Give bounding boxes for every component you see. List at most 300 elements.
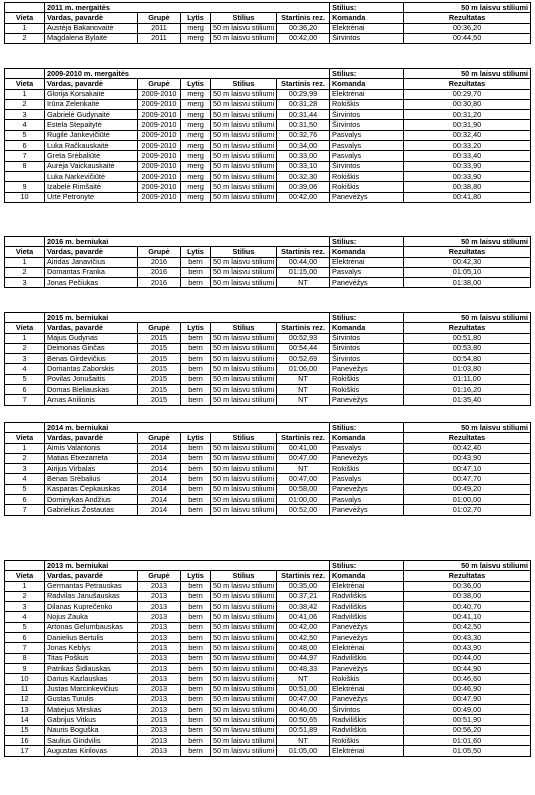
gender-cell: merg <box>181 171 211 181</box>
team-cell: Rokiškis <box>330 99 404 109</box>
result-cell: 00:40,70 <box>404 602 531 612</box>
name-cell: Majus Gudynas <box>45 333 138 343</box>
seed-time-cell: 00:32,76 <box>277 130 330 140</box>
table-row <box>5 364 531 374</box>
column-header-row <box>5 247 531 257</box>
place-cell: 17 <box>5 746 45 756</box>
result-cell: 00:51,80 <box>404 333 531 343</box>
header-result: Rezultatas <box>404 433 531 443</box>
team-cell: Pasvalys <box>330 130 404 140</box>
name-cell: Dilanas Kuprečenko <box>45 602 138 612</box>
style-label: Stilius: <box>330 3 404 13</box>
table-row <box>5 643 531 653</box>
header-place: Vieta <box>5 247 45 257</box>
header-gender: Lytis <box>181 247 211 257</box>
name-cell: Benas Srėbalius <box>45 474 138 484</box>
result-cell: 00:30,80 <box>404 99 531 109</box>
seed-time-cell: 00:42,00 <box>277 622 330 632</box>
group-cell: 2013 <box>138 674 181 684</box>
team-cell: Elektrėnai <box>330 581 404 591</box>
header-gender: Lytis <box>181 79 211 89</box>
header-name: Vardas, pavardė <box>45 571 138 581</box>
group-cell: 2014 <box>138 474 181 484</box>
result-cell: 00:44,00 <box>404 653 531 663</box>
style-cell: 50 m laisvu stiliumi <box>211 171 277 181</box>
style-value: 50 m laisvu stiliumi <box>404 3 531 13</box>
name-cell: Matiejus Mirskas <box>45 705 138 715</box>
seed-time-cell: 00:51,00 <box>277 684 330 694</box>
place-cell: 15 <box>5 725 45 735</box>
gender-cell: bern <box>181 354 211 364</box>
team-cell: Pasvalys <box>330 443 404 453</box>
group-cell: 2013 <box>138 746 181 756</box>
group-cell: 2013 <box>138 684 181 694</box>
seed-time-cell: NT <box>277 374 330 384</box>
result-cell: 00:56,20 <box>404 725 531 735</box>
results-section-2013-boys <box>4 560 530 757</box>
name-cell: Urtė Petronytė <box>45 192 138 202</box>
results-table <box>4 560 531 757</box>
team-cell: Panevėžys <box>330 633 404 643</box>
gender-cell: bern <box>181 443 211 453</box>
group-cell: 2015 <box>138 374 181 384</box>
table-row <box>5 33 531 43</box>
header-group: Grupė <box>138 571 181 581</box>
team-cell: Pasvalys <box>330 267 404 277</box>
style-cell: 50 m laisvu stiliumi <box>211 622 277 632</box>
table-row <box>5 602 531 612</box>
header-name: Vardas, pavardė <box>45 79 138 89</box>
group-cell: 2009-2010 <box>138 151 181 161</box>
place-cell: 5 <box>5 484 45 494</box>
section-title-row <box>5 561 531 571</box>
header-gender: Lytis <box>181 571 211 581</box>
table-row <box>5 694 531 704</box>
style-label: Stilius: <box>330 561 404 571</box>
seed-time-cell: 00:42,50 <box>277 633 330 643</box>
table-row <box>5 505 531 515</box>
column-header-row <box>5 323 531 333</box>
group-cell: 2014 <box>138 484 181 494</box>
group-cell: 2015 <box>138 395 181 405</box>
header-team: Komanda <box>330 13 404 23</box>
place-cell: 7 <box>5 643 45 653</box>
team-cell: Panevėžys <box>330 364 404 374</box>
gender-cell: bern <box>181 385 211 395</box>
team-cell: Radviliškis <box>330 612 404 622</box>
table-row <box>5 746 531 756</box>
header-style: Stilius <box>211 323 277 333</box>
result-cell: 00:33,90 <box>404 161 531 171</box>
gender-cell: bern <box>181 705 211 715</box>
place-cell: 1 <box>5 333 45 343</box>
table-row <box>5 453 531 463</box>
style-cell: 50 m laisvu stiliumi <box>211 130 277 140</box>
table-row <box>5 705 531 715</box>
place-cell: 2 <box>5 591 45 601</box>
seed-time-cell: NT <box>277 464 330 474</box>
name-cell: Titas Poškus <box>45 653 138 663</box>
team-cell: Panevėžys <box>330 484 404 494</box>
seed-time-cell: 01:15,00 <box>277 267 330 277</box>
style-cell: 50 m laisvu stiliumi <box>211 364 277 374</box>
header-team: Komanda <box>330 571 404 581</box>
table-row <box>5 464 531 474</box>
style-value: 50 m laisvu stiliumi <box>404 69 531 79</box>
style-value: 50 m laisvu stiliumi <box>404 561 531 571</box>
empty-cell <box>5 423 45 433</box>
style-cell: 50 m laisvu stiliumi <box>211 453 277 463</box>
style-cell: 50 m laisvu stiliumi <box>211 267 277 277</box>
table-row <box>5 385 531 395</box>
result-cell: 00:49,00 <box>404 705 531 715</box>
style-cell: 50 m laisvu stiliumi <box>211 23 277 33</box>
gender-cell: merg <box>181 110 211 120</box>
header-name: Vardas, pavardė <box>45 323 138 333</box>
style-cell: 50 m laisvu stiliumi <box>211 374 277 384</box>
style-cell: 50 m laisvu stiliumi <box>211 464 277 474</box>
gender-cell: bern <box>181 374 211 384</box>
style-cell: 50 m laisvu stiliumi <box>211 99 277 109</box>
result-cell: 00:41,10 <box>404 612 531 622</box>
team-cell: Radviliškis <box>330 591 404 601</box>
seed-time-cell: 00:52,00 <box>277 505 330 515</box>
result-cell: 01:01,60 <box>404 736 531 746</box>
gender-cell: bern <box>181 602 211 612</box>
name-cell: Izabelė Rimšaitė <box>45 182 138 192</box>
gender-cell: merg <box>181 120 211 130</box>
result-cell: 01:05,10 <box>404 267 531 277</box>
style-cell: 50 m laisvu stiliumi <box>211 581 277 591</box>
group-cell: 2014 <box>138 453 181 463</box>
team-cell: Rokiškis <box>330 385 404 395</box>
team-cell: Rokiškis <box>330 674 404 684</box>
header-place: Vieta <box>5 323 45 333</box>
section-title: 2009-2010 m. mergaitės <box>45 69 330 79</box>
table-row <box>5 591 531 601</box>
gender-cell: bern <box>181 474 211 484</box>
section-title-row <box>5 69 531 79</box>
header-seed-time: Startinis rez. <box>277 247 330 257</box>
result-cell: 00:44,90 <box>404 663 531 673</box>
header-style: Stilius <box>211 13 277 23</box>
seed-time-cell: 00:47,00 <box>277 694 330 704</box>
team-cell: Panevėžys <box>330 278 404 288</box>
group-cell: 2013 <box>138 653 181 663</box>
table-row <box>5 89 531 99</box>
table-row <box>5 374 531 384</box>
place-cell: 3 <box>5 110 45 120</box>
empty-cell <box>5 69 45 79</box>
name-cell: Radvilas Janušauskas <box>45 591 138 601</box>
result-cell: 00:36,00 <box>404 581 531 591</box>
place-cell: 2 <box>5 33 45 43</box>
place-cell: 6 <box>5 385 45 395</box>
header-result: Rezultatas <box>404 247 531 257</box>
place-cell: 3 <box>5 278 45 288</box>
table-row <box>5 182 531 192</box>
group-cell: 2016 <box>138 257 181 267</box>
style-cell: 50 m laisvu stiliumi <box>211 663 277 673</box>
seed-time-cell: 00:39,06 <box>277 182 330 192</box>
style-cell: 50 m laisvu stiliumi <box>211 684 277 694</box>
section-title: 2014 m. berniukai <box>45 423 330 433</box>
group-cell: 2009-2010 <box>138 99 181 109</box>
header-group: Grupė <box>138 433 181 443</box>
team-cell: Širvintos <box>330 354 404 364</box>
place-cell: 1 <box>5 89 45 99</box>
place-cell: 6 <box>5 633 45 643</box>
name-cell: Aurėja Vaickauskaitė <box>45 161 138 171</box>
place-cell: 4 <box>5 364 45 374</box>
table-row <box>5 278 531 288</box>
group-cell: 2013 <box>138 643 181 653</box>
section-title-row <box>5 3 531 13</box>
team-cell: Širvintos <box>330 333 404 343</box>
seed-time-cell: 00:54,44 <box>277 343 330 353</box>
header-place: Vieta <box>5 571 45 581</box>
place-cell: 5 <box>5 130 45 140</box>
group-cell: 2013 <box>138 725 181 735</box>
style-cell: 50 m laisvu stiliumi <box>211 495 277 505</box>
gender-cell: bern <box>181 725 211 735</box>
header-place: Vieta <box>5 13 45 23</box>
header-group: Grupė <box>138 247 181 257</box>
team-cell: Panevėžys <box>330 663 404 673</box>
results-section-2016-boys <box>4 236 530 288</box>
style-cell: 50 m laisvu stiliumi <box>211 694 277 704</box>
header-result: Rezultatas <box>404 323 531 333</box>
gender-cell: merg <box>181 161 211 171</box>
team-cell: Širvintos <box>330 120 404 130</box>
table-row <box>5 354 531 364</box>
table-row <box>5 612 531 622</box>
gender-cell: bern <box>181 736 211 746</box>
team-cell: Radviliškis <box>330 715 404 725</box>
gender-cell: bern <box>181 495 211 505</box>
place-cell: 1 <box>5 257 45 267</box>
result-cell: 00:43,90 <box>404 643 531 653</box>
seed-time-cell: 00:31,44 <box>277 110 330 120</box>
group-cell: 2013 <box>138 581 181 591</box>
place-cell: 2 <box>5 99 45 109</box>
result-cell: 00:38,00 <box>404 591 531 601</box>
name-cell: Gabrijus Vitkus <box>45 715 138 725</box>
results-section-2011-girls <box>4 2 530 44</box>
column-header-row <box>5 13 531 23</box>
gender-cell: merg <box>181 192 211 202</box>
header-seed-time: Startinis rez. <box>277 13 330 23</box>
group-cell: 2014 <box>138 495 181 505</box>
name-cell: Luka Račkauskaitė <box>45 141 138 151</box>
section-title: 2016 m. berniukai <box>45 237 330 247</box>
style-cell: 50 m laisvu stiliumi <box>211 612 277 622</box>
name-cell: Estela Stepaitytė <box>45 120 138 130</box>
table-row <box>5 736 531 746</box>
name-cell: Arnas Anilionis <box>45 395 138 405</box>
team-cell: Širvintos <box>330 343 404 353</box>
table-row <box>5 684 531 694</box>
place-cell: 2 <box>5 267 45 277</box>
style-cell: 50 m laisvu stiliumi <box>211 120 277 130</box>
style-cell: 50 m laisvu stiliumi <box>211 278 277 288</box>
team-cell: Panevėžys <box>330 505 404 515</box>
place-cell: 7 <box>5 151 45 161</box>
group-cell: 2014 <box>138 464 181 474</box>
place-cell: 10 <box>5 674 45 684</box>
table-row <box>5 715 531 725</box>
result-cell: 00:46,90 <box>404 684 531 694</box>
result-cell: 00:33,20 <box>404 141 531 151</box>
place-cell: 6 <box>5 495 45 505</box>
style-cell: 50 m laisvu stiliumi <box>211 746 277 756</box>
result-cell: 00:42,50 <box>404 622 531 632</box>
header-team: Komanda <box>330 247 404 257</box>
results-table <box>4 2 531 44</box>
results-section-2015-boys <box>4 312 530 406</box>
result-cell: 01:35,40 <box>404 395 531 405</box>
group-cell: 2015 <box>138 385 181 395</box>
gender-cell: bern <box>181 643 211 653</box>
table-row <box>5 581 531 591</box>
place-cell: 4 <box>5 612 45 622</box>
name-cell: Patrikas Šidlauskas <box>45 663 138 673</box>
header-result: Rezultatas <box>404 13 531 23</box>
place-cell: 5 <box>5 374 45 384</box>
name-cell: Magdalena Bylaitė <box>45 33 138 43</box>
header-style: Stilius <box>211 571 277 581</box>
group-cell: 2011 <box>138 33 181 43</box>
result-cell: 00:31,90 <box>404 120 531 130</box>
gender-cell: bern <box>181 653 211 663</box>
name-cell: Nauris Boguška <box>45 725 138 735</box>
style-cell: 50 m laisvu stiliumi <box>211 354 277 364</box>
place-cell: 4 <box>5 120 45 130</box>
header-place: Vieta <box>5 433 45 443</box>
group-cell: 2013 <box>138 694 181 704</box>
style-cell: 50 m laisvu stiliumi <box>211 395 277 405</box>
header-group: Grupė <box>138 323 181 333</box>
name-cell: Povilas Jonušaitis <box>45 374 138 384</box>
team-cell: Rokiškis <box>330 182 404 192</box>
name-cell: Rugilė Jankevičiūtė <box>45 130 138 140</box>
result-cell: 00:43,90 <box>404 453 531 463</box>
gender-cell: bern <box>181 278 211 288</box>
table-row <box>5 653 531 663</box>
gender-cell: bern <box>181 581 211 591</box>
empty-cell <box>5 3 45 13</box>
group-cell: 2013 <box>138 736 181 746</box>
seed-time-cell: 00:51,89 <box>277 725 330 735</box>
table-row <box>5 257 531 267</box>
table-row <box>5 343 531 353</box>
column-header-row <box>5 79 531 89</box>
header-style: Stilius <box>211 247 277 257</box>
group-cell: 2009-2010 <box>138 161 181 171</box>
gender-cell: bern <box>181 663 211 673</box>
style-cell: 50 m laisvu stiliumi <box>211 443 277 453</box>
team-cell: Pasvalys <box>330 151 404 161</box>
section-title: 2015 m. berniukai <box>45 313 330 323</box>
header-style: Stilius <box>211 433 277 443</box>
empty-cell <box>5 561 45 571</box>
table-row <box>5 622 531 632</box>
place-cell: 8 <box>5 161 45 171</box>
section-title-row <box>5 423 531 433</box>
team-cell: Širvintos <box>330 705 404 715</box>
seed-time-cell: 00:52,69 <box>277 354 330 364</box>
place-cell: 11 <box>5 684 45 694</box>
style-label: Stilius: <box>330 313 404 323</box>
place-cell: 1 <box>5 443 45 453</box>
table-row <box>5 120 531 130</box>
style-cell: 50 m laisvu stiliumi <box>211 192 277 202</box>
name-cell: Gustas Turulis <box>45 694 138 704</box>
result-cell: 00:36,20 <box>404 23 531 33</box>
style-cell: 50 m laisvu stiliumi <box>211 474 277 484</box>
group-cell: 2016 <box>138 267 181 277</box>
result-cell: 00:33,40 <box>404 151 531 161</box>
name-cell: Artonas Gelumbauskas <box>45 622 138 632</box>
group-cell: 2009-2010 <box>138 130 181 140</box>
team-cell: Elektrėnai <box>330 89 404 99</box>
style-cell: 50 m laisvu stiliumi <box>211 505 277 515</box>
seed-time-cell: 00:44,97 <box>277 653 330 663</box>
result-cell: 00:42,40 <box>404 443 531 453</box>
team-cell: Elektrėnai <box>330 23 404 33</box>
empty-cell <box>5 237 45 247</box>
table-row <box>5 474 531 484</box>
name-cell: Augustas Kirilovas <box>45 746 138 756</box>
style-value: 50 m laisvu stiliumi <box>404 237 531 247</box>
result-cell: 01:02,70 <box>404 505 531 515</box>
header-name: Vardas, pavardė <box>45 247 138 257</box>
seed-time-cell: NT <box>277 278 330 288</box>
table-row <box>5 99 531 109</box>
name-cell: Airijus Virbalas <box>45 464 138 474</box>
group-cell: 2011 <box>138 23 181 33</box>
gender-cell: merg <box>181 33 211 43</box>
team-cell: Širvintos <box>330 110 404 120</box>
gender-cell: merg <box>181 23 211 33</box>
group-cell: 2009-2010 <box>138 110 181 120</box>
seed-time-cell: 00:33,00 <box>277 151 330 161</box>
gender-cell: bern <box>181 364 211 374</box>
result-cell: 01:05,50 <box>404 746 531 756</box>
gender-cell: bern <box>181 684 211 694</box>
header-result: Rezultatas <box>404 79 531 89</box>
name-cell: Dominykas Andžius <box>45 495 138 505</box>
header-name: Vardas, pavardė <box>45 433 138 443</box>
seed-time-cell: NT <box>277 385 330 395</box>
seed-time-cell: 00:31,50 <box>277 120 330 130</box>
table-row <box>5 395 531 405</box>
result-cell: 00:31,20 <box>404 110 531 120</box>
seed-time-cell: 00:48,33 <box>277 663 330 673</box>
results-table <box>4 422 531 516</box>
result-cell: 00:33,90 <box>404 171 531 181</box>
seed-time-cell: 00:32,30 <box>277 171 330 181</box>
seed-time-cell: NT <box>277 674 330 684</box>
gender-cell: merg <box>181 130 211 140</box>
gender-cell: merg <box>181 182 211 192</box>
team-cell: Elektrėnai <box>330 643 404 653</box>
result-cell: 00:29,70 <box>404 89 531 99</box>
style-cell: 50 m laisvu stiliumi <box>211 725 277 735</box>
seed-time-cell: 01:06,00 <box>277 364 330 374</box>
seed-time-cell: 00:58,00 <box>277 484 330 494</box>
result-cell: 00:43,30 <box>404 633 531 643</box>
